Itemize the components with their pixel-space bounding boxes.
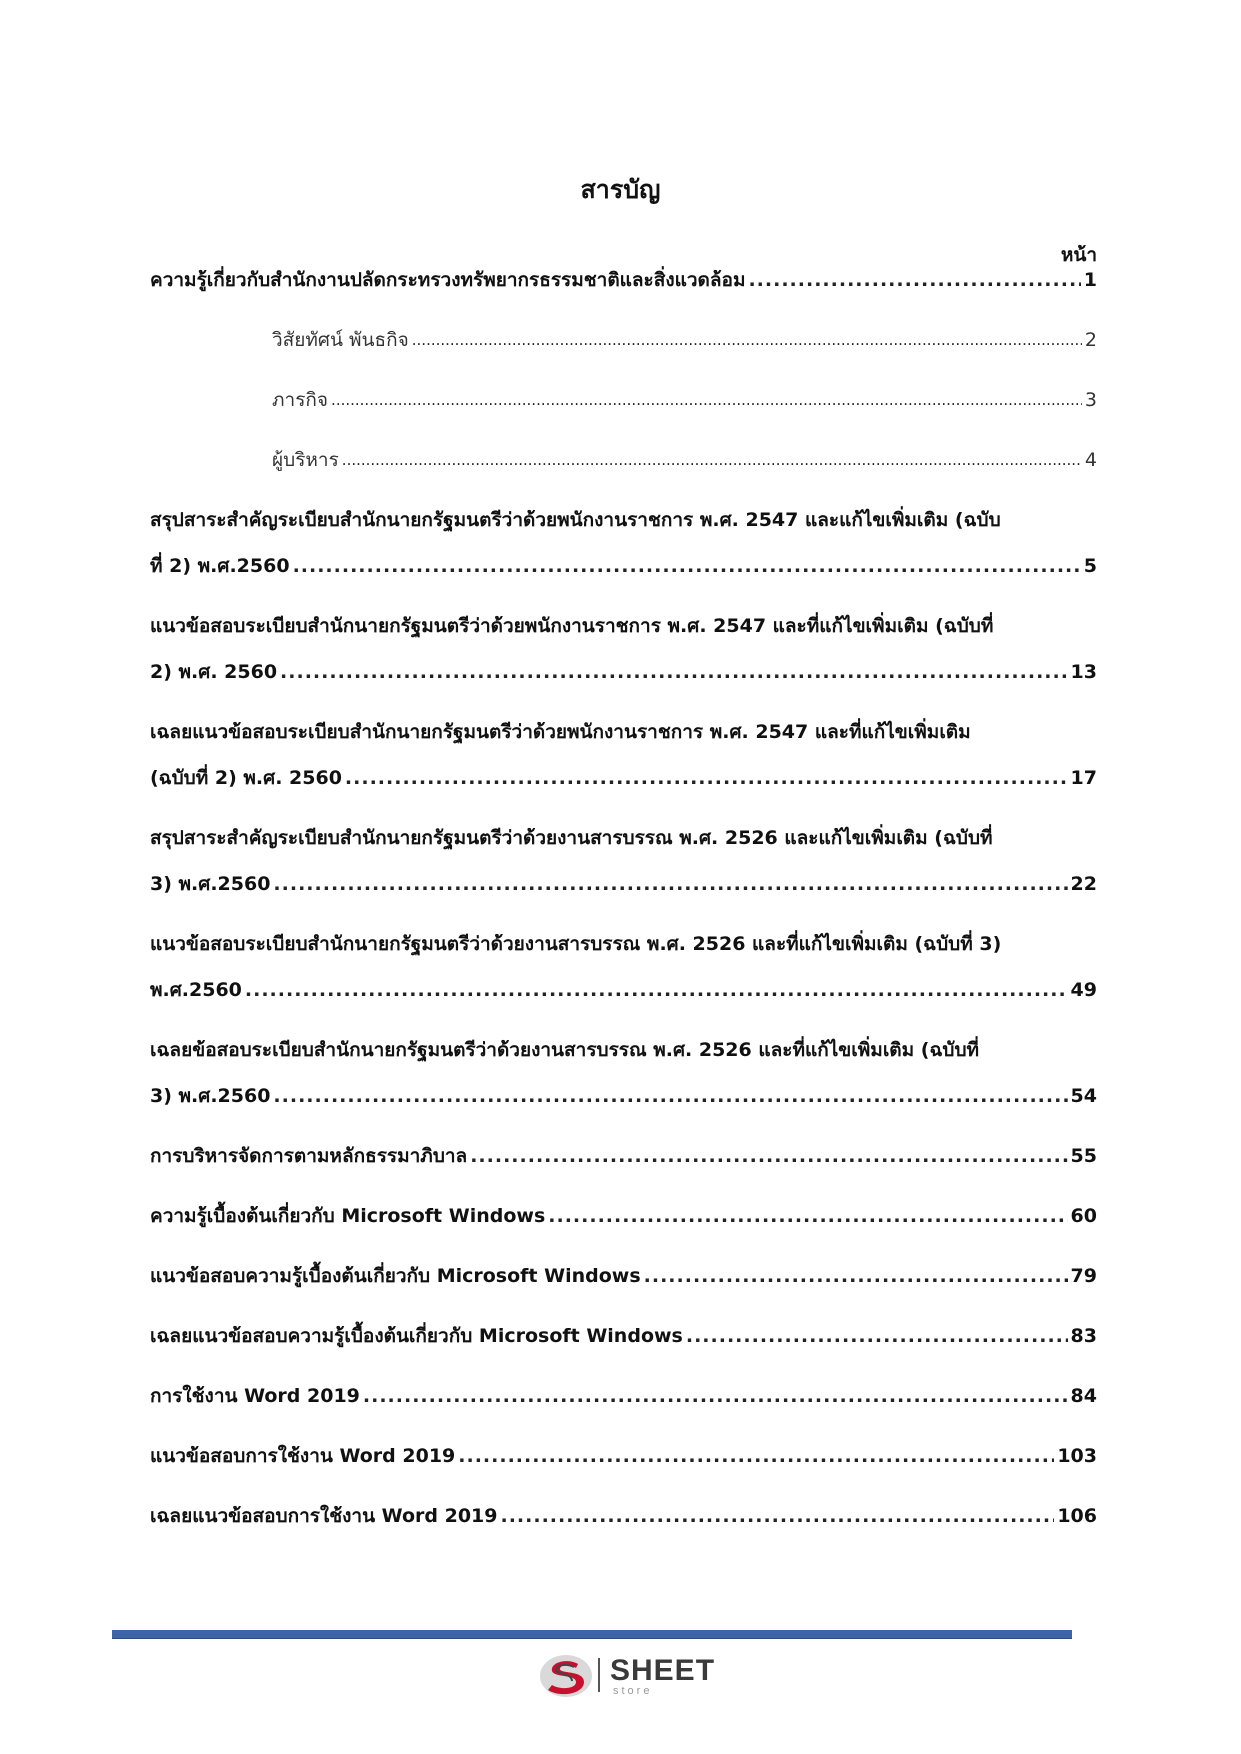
toc-leader-dots: [331, 385, 1082, 415]
toc-leader-dots: [500, 1501, 1054, 1531]
footer-rule: [112, 1630, 1072, 1639]
toc-entry-title: ความรู้เบื้องต้นเกี่ยวกับ Microsoft Windows: [150, 1205, 546, 1227]
toc-entry: [150, 1441, 1097, 1471]
toc-entry-title: วิสัยทัศน์ พันธกิจ: [272, 329, 409, 351]
toc-entry-title: ผู้บริหาร: [272, 449, 339, 471]
toc-entry: [150, 551, 1097, 581]
page-title: สารบัญ: [580, 175, 661, 204]
toc-page-number: 5: [1083, 555, 1097, 577]
toc-entry: [150, 265, 1097, 295]
toc-page-number: 2: [1084, 329, 1097, 351]
toc-entry: [272, 325, 1097, 355]
toc-page-number: 4: [1084, 449, 1097, 471]
toc-entry-line: [150, 929, 1097, 959]
toc-leader-dots: [245, 975, 1068, 1005]
toc-page-number: 55: [1070, 1145, 1097, 1167]
toc-entry: [150, 763, 1097, 793]
toc-leader-dots: [644, 1261, 1068, 1291]
toc-leader-dots: [470, 1141, 1067, 1171]
toc-entry-title: เฉลยข้อสอบระเบียบสำนักนายกรัฐมนตรีว่าด้วยงานสารบรรณ พ.ศ. 2526 และที่แก้ไขเพิ่มเติม (ฉบับที่: [150, 1039, 980, 1061]
toc-entry-title: แนวข้อสอบการใช้งาน Word 2019: [150, 1445, 456, 1467]
toc-leader-dots: [273, 869, 1067, 899]
toc-entry: [150, 1141, 1097, 1171]
sheet-store-logo: [538, 1652, 718, 1700]
toc-entry-title: แนวข้อสอบความรู้เบื้องต้นเกี่ยวกับ Microsoft Windows: [150, 1265, 641, 1287]
toc-entry: [150, 1081, 1097, 1111]
toc-page-number: 106: [1057, 1505, 1097, 1527]
toc-entry-line: [150, 717, 1097, 747]
toc-page-number: 60: [1070, 1205, 1097, 1227]
toc-page-number: 13: [1070, 661, 1097, 683]
toc-leader-dots: [363, 1381, 1068, 1411]
toc-entry-title: พ.ศ.2560: [150, 979, 242, 1001]
toc-entry: [150, 869, 1097, 899]
toc-page-number: 1: [1083, 269, 1097, 291]
toc-page-number: 84: [1070, 1385, 1097, 1407]
toc-entry-line: [150, 505, 1097, 535]
logo-divider: [598, 1658, 600, 1692]
toc-leader-dots: [293, 551, 1081, 581]
toc-entry-line: [150, 1035, 1097, 1065]
toc-entry: [150, 1201, 1097, 1231]
toc-entry: [150, 1261, 1097, 1291]
toc-entry: [272, 445, 1097, 475]
toc-entry-title: 3) พ.ศ.2560: [150, 873, 271, 895]
toc-leader-dots: [280, 657, 1068, 687]
toc-entry-title: 2) พ.ศ. 2560: [150, 661, 278, 683]
logo-brand: SHEET: [610, 1654, 716, 1687]
toc-leader-dots: [342, 445, 1082, 475]
toc-entry-title: เฉลยแนวข้อสอบการใช้งาน Word 2019: [150, 1505, 498, 1527]
toc-entry: [150, 1321, 1097, 1351]
toc-entry-title: เฉลยแนวข้อสอบความรู้เบื้องต้นเกี่ยวกับ Microsoft Windows: [150, 1325, 683, 1347]
toc-leader-dots: [273, 1081, 1067, 1111]
toc-entry: [150, 975, 1097, 1005]
toc-leader-dots: [412, 325, 1082, 355]
toc-entry-title: สรุปสาระสำคัญระเบียบสำนักนายกรัฐมนตรีว่าด้วยพนักงานราชการ พ.ศ. 2547 และแก้ไขเพิ่มเติม (ฉบับ: [150, 509, 1001, 531]
toc-entry: [150, 1381, 1097, 1411]
toc-page-number: 3: [1084, 389, 1097, 411]
toc-entry: [272, 385, 1097, 415]
toc-entry-line: [150, 611, 1097, 641]
toc-entry-title: แนวข้อสอบระเบียบสำนักนายกรัฐมนตรีว่าด้วยงานสารบรรณ พ.ศ. 2526 และที่แก้ไขเพิ่มเติม (ฉบับที่ 3): [150, 933, 1002, 955]
toc-entry: [150, 657, 1097, 687]
toc-entry-title: 3) พ.ศ.2560: [150, 1085, 271, 1107]
toc-page-number: 22: [1070, 873, 1097, 895]
toc-page-number: 54: [1070, 1085, 1097, 1107]
toc-entry-title: การบริหารจัดการตามหลักธรรมาภิบาล: [150, 1145, 468, 1167]
logo-s-icon: [538, 1652, 594, 1700]
toc-entry-title: เฉลยแนวข้อสอบระเบียบสำนักนายกรัฐมนตรีว่าด้วยพนักงานราชการ พ.ศ. 2547 และที่แก้ไขเพิ่มเติม: [150, 721, 971, 743]
toc-entry-title: สรุปสาระสำคัญระเบียบสำนักนายกรัฐมนตรีว่าด้วยงานสารบรรณ พ.ศ. 2526 และแก้ไขเพิ่มเติม (ฉบับที่: [150, 827, 993, 849]
toc-leader-dots: [548, 1201, 1067, 1231]
toc-leader-dots: [748, 265, 1080, 295]
toc-entry-line: [150, 823, 1097, 853]
toc-page-number: 103: [1057, 1445, 1097, 1467]
toc-leader-dots: [345, 763, 1068, 793]
toc-entry-title: การใช้งาน Word 2019: [150, 1385, 360, 1407]
toc-entry-title: แนวข้อสอบระเบียบสำนักนายกรัฐมนตรีว่าด้วยพนักงานราชการ พ.ศ. 2547 และที่แก้ไขเพิ่มเติม (ฉบับที่: [150, 615, 994, 637]
toc-leader-dots: [458, 1441, 1054, 1471]
page-column-label: หน้า: [1060, 244, 1097, 266]
toc-page-number: 49: [1070, 979, 1097, 1001]
toc-entry-title: ภารกิจ: [272, 389, 329, 411]
toc-leader-dots: [686, 1321, 1068, 1351]
toc-entry-title: ความรู้เกี่ยวกับสำนักงานปลัดกระทรวงทรัพยากรธรรมชาติและสิ่งแวดล้อม: [150, 269, 746, 291]
toc-page-number: 79: [1070, 1265, 1097, 1287]
toc-entry-title: ที่ 2) พ.ศ.2560: [150, 555, 290, 577]
logo-brand-sub: store: [613, 1685, 653, 1697]
toc-entry-title: (ฉบับที่ 2) พ.ศ. 2560: [150, 767, 342, 789]
toc-entry: [150, 1501, 1097, 1531]
toc-page-number: 17: [1070, 767, 1097, 789]
toc-page-number: 83: [1070, 1325, 1097, 1347]
